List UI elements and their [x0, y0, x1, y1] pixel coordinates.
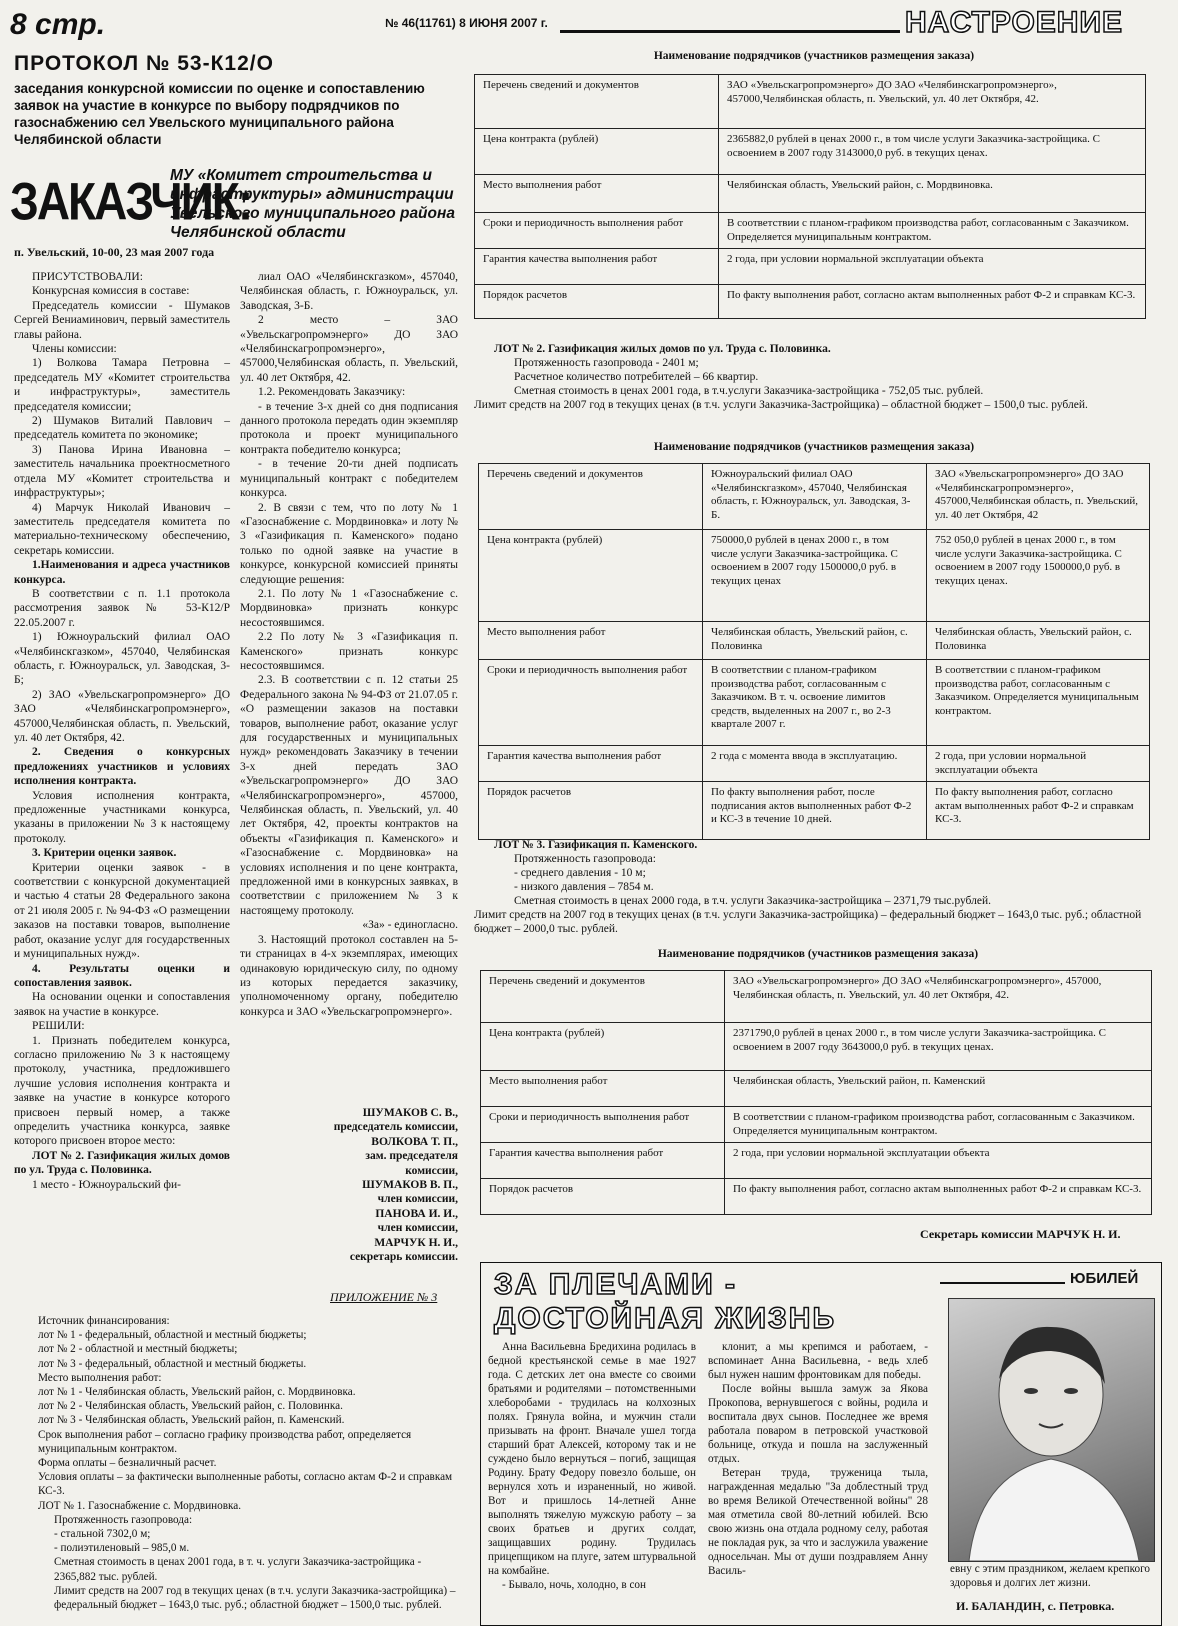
jubilee-paragraph: - Бывало, ночь, холодно, в сон — [502, 1579, 647, 1591]
jubilee-paragraph: После войны вышла замуж за Якова Прокопова, вернувшегося с войны, родила и воспитала двух сынов. Последнее же время работала поваром в петровской участковой больнице, откуда и пошла на заслуженный отдых. — [708, 1383, 928, 1465]
protocol-subtitle: заседания конкурсной комиссии по оценке и сопоставлению заявок на участие в конкурсе по выбору подрядчиков по газоснабжению сел Увельского муниципального района Челябинской области — [14, 81, 425, 147]
table-cell: В соответствии с планом-графиком производства работ, согласованным с Заказчиком. Определяется муниципальным контрактом. — [927, 660, 1150, 746]
protocol-column-1 — [14, 270, 230, 1192]
table-cell: ЗАО «Увельскагропромэнерго» ДО ЗАО «Челябинскагропромэнерго», 457000,Челябинская область, п. Увельский, ул. 40 лет Октября, 42 — [927, 464, 1150, 530]
table-row — [479, 622, 1150, 660]
appendix-details — [38, 1314, 458, 1612]
col1-paragraph: Конкурсная комиссия в составе: — [32, 285, 190, 298]
signature-line: председатель комиссии, — [333, 1121, 458, 1134]
table-row — [475, 249, 1146, 285]
table-row-label: Место выполнения работ — [475, 175, 719, 213]
table-cell: 2 года, при условии нормальной эксплуатации объекта — [725, 1143, 1152, 1179]
table-lot2 — [478, 463, 1150, 840]
col1-paragraph: 4) Марчук Николай Иванович – заместитель председателя комитета по материально-техническому обеспечению, секретарь комиссии. — [14, 501, 230, 557]
table-row-label: Место выполнения работ — [481, 1071, 725, 1107]
col1-paragraph: РЕШИЛИ: — [32, 1020, 85, 1033]
appendix-paragraph: Условия оплаты – за фактически выполненные работы, согласно актам Ф-2 и справкам КС-3. — [38, 1471, 453, 1498]
table-row — [479, 782, 1150, 840]
header-rule — [560, 30, 900, 33]
lot2-description — [474, 342, 1154, 412]
page-number: 8 стр. — [10, 8, 106, 41]
col2-paragraph: 2 место – ЗАО «Увельскагропромэнерго» ДО ЗАО «Челябинскагропромэнерго», 457000,Челябинская область, п. Увельский, ул. 40 лет Октября, 42. — [240, 314, 458, 384]
table-cell: По факту выполнения работ, после подписания актов выполненных работ Ф-2 и КС-3 в течение 10 дней. — [703, 782, 927, 840]
table-lot3 — [480, 970, 1152, 1215]
col1-paragraph: Члены комиссии: — [32, 343, 117, 356]
table-row — [475, 129, 1146, 175]
appendix-paragraph: Источник финансирования: — [38, 1315, 170, 1327]
col1-paragraph: ЛОТ № 2. Газификация жилых домов по ул. Труда с. Половинка. — [14, 1149, 230, 1177]
table-cell: 2365882,0 рублей в ценах 2000 г., в том числе услуги Заказчика-застройщика. С освоением в 2007 году 3143000,0 руб. в текущих ценах. — [719, 129, 1146, 175]
table-row — [481, 1107, 1152, 1143]
col1-paragraph: 2) ЗАО «Увельскагропромэнерго» ДО ЗАО «Челябинскагропромэнерго», 457000,Челябинская область, п. Увельский, ул. 40 лет Октября, 42. — [14, 688, 230, 744]
lot2-paragraph: Протяженность газопровода - 2401 м; — [514, 357, 699, 369]
signature-line: ПАНОВА И. И., — [375, 1207, 458, 1220]
issue-line: № 46(11761) 8 ИЮНЯ 2007 г. — [385, 16, 548, 30]
table2-caption: Наименование подрядчиков (участников размещения заказа) — [653, 441, 975, 453]
col1-paragraph: 2) Шумаков Виталий Павлович – председатель комитета по экономике; — [14, 415, 230, 442]
lot2-paragraph: Расчетное количество потребителей – 66 квартир. — [514, 371, 759, 383]
table-row — [481, 1143, 1152, 1179]
col1-paragraph: 4. Результаты оценки и сопоставления заявок. — [14, 962, 230, 989]
lot3-paragraph: ЛОТ № 3. Газификация п. Каменского. — [494, 839, 698, 851]
lot2-paragraph: Сметная стоимость в ценах 2001 года, в т.ч.услуги Заказчика-застройщика - 752,05 тыс. рублей. — [514, 385, 984, 397]
table-row-label: Сроки и периодичность выполнения работ — [481, 1107, 725, 1143]
lot3-paragraph: Сметная стоимость в ценах 2000 года, в т.ч. услуги Заказчика-застройщика – 2371,79 тыс.рублей. — [514, 895, 991, 907]
table-lot1 — [474, 74, 1146, 319]
lot2-paragraph: ЛОТ № 2. Газификация жилых домов по ул. Труда с. Половинка. — [494, 343, 831, 355]
table-row-label: Сроки и периодичность выполнения работ — [479, 660, 703, 746]
protocol-column-2 — [240, 270, 458, 1019]
appendix-paragraph: Место выполнения работ: — [38, 1371, 162, 1384]
col2-paragraph: - в течение 20-ти дней подписать муниципальный контракт с победителем конкурса. — [240, 458, 458, 500]
col2-paragraph: 1.2. Рекомендовать Заказчику: — [258, 386, 406, 399]
appendix-paragraph: лот № 3 - Челябинская область, Увельский район, п. Каменский. — [38, 1414, 345, 1427]
table-row — [475, 75, 1146, 129]
col2-paragraph: 3. Настоящий протокол составлен на 5-ти страницах в 4-х экземплярах, имеющих одинаковую юридическую силу, по одному из которых передается заказчику, уполномоченному органу, победителю конкурса и ЗАО «Увельскагропромэнерго». — [240, 933, 458, 1018]
table-row-label: Порядок расчетов — [479, 782, 703, 840]
col2-paragraph: 2. В связи с тем, что по лоту № 1 «Газоснабжение с. Мордвиновка» и лоту № 3 «Газификация п. Каменского» подано только по одной заявке на участие в конкурсе, конкурсной комиссией приняты следующие решения: — [240, 501, 458, 586]
signature-line: член комиссии, — [377, 1222, 458, 1235]
col2-paragraph: 2.1. По лоту № 1 «Газоснабжение с. Мордвиновка» признать конкурс несостоявшимся. — [240, 587, 458, 629]
lot3-description — [474, 838, 1154, 936]
signature-line: секретарь комиссии. — [349, 1251, 458, 1264]
table-row — [475, 175, 1146, 213]
table-cell: По факту выполнения работ, согласно актам выполненных работ Ф-2 и справкам КС-3. — [719, 285, 1146, 319]
table-cell: Челябинская область, Увельский район, с. Половинка — [927, 622, 1150, 660]
table-cell: Челябинская область, Увельский район, с. Мордвиновка. — [719, 175, 1146, 213]
col1-paragraph: 1. Признать победителем конкурса, согласно приложению № 3 к настоящему протоколу, участника, предложившего лучшие условия исполнения контракта и заявке на участие в конкурсе которого присвоен первый номер, а также определить участника конкурса, заявке которого присвоен второе место: — [14, 1034, 230, 1148]
jubilee-signature: И. БАЛАНДИН, с. Петровка. — [956, 1599, 1115, 1613]
table-row — [481, 1071, 1152, 1107]
table-row-label: Сроки и периодичность выполнения работ — [475, 213, 719, 249]
col1-paragraph: Председатель комиссии - Шумаков Сергей Вениаминович, первый заместитель главы района. — [14, 299, 230, 341]
table-cell: ЗАО «Увельскагропромэнерго» ДО ЗАО «Челябинскагропромэнерго», 457000, Челябинская область, п. Увельский, ул. 40 лет Октября, 42. — [725, 971, 1152, 1023]
table-row-label: Цена контракта (рублей) — [479, 530, 703, 622]
table-row — [479, 746, 1150, 782]
table-row-label: Гарантия качества выполнения работ — [475, 249, 719, 285]
portrait-illustration — [949, 1299, 1154, 1561]
jubilee-title-line2: ДОСТОЙНАЯ ЖИЗНЬ — [494, 1302, 837, 1335]
table-row — [481, 971, 1152, 1023]
table-cell: По факту выполнения работ, согласно актам выполненных работ Ф-2 и справкам КС-3. — [725, 1179, 1152, 1215]
jubilee-paragraph: Ветеран труда, труженица тыла, награжденная медалью "За доблестный труд во время Великой Отечественной войны" 28 мая отметила свой 80-летний юбилей. Всю свою жизнь она отдала родному селу, работая не покладая рук, за что и заслужила уважение односельчан. Мы от души поздравляем Анну Василь- — [708, 1467, 928, 1577]
lot3-paragraph: Лимит средств на 2007 год в текущих ценах (в т.ч. услуги Заказчика-застройщика) – федеральный бюджет – 1643,0 тыс. руб.; областной бюджет – 2000,0 тыс. рублей. — [474, 909, 1142, 935]
table1-caption: Наименование подрядчиков (участников размещения заказа) — [653, 50, 975, 62]
table-row-label: Место выполнения работ — [479, 622, 703, 660]
signature-line: МАРЧУК Н. И., — [374, 1236, 458, 1249]
section-title: НАСТРОЕНИЕ — [905, 6, 1124, 39]
portrait-photo — [948, 1298, 1155, 1562]
lot3-paragraph: - низкого давления – 7854 м. — [514, 881, 654, 893]
table-row-label: Перечень сведений и документов — [475, 75, 719, 129]
col2-paragraph: лиал ОАО «Челябинскгазком», 457040, Челябинская область, г. Южноуральск, ул. Заводская, 3-Б. — [240, 271, 458, 312]
jubilee-title-line1: ЗА ПЛЕЧАМИ - — [494, 1268, 738, 1301]
table-cell: 2 года, при условии нормальной эксплуатации объекта — [927, 746, 1150, 782]
appendix-paragraph: лот № 3 - федеральный, областной и местный бюджеты. — [38, 1357, 307, 1370]
col1-paragraph: 1 место - Южноуральский фи- — [32, 1178, 181, 1191]
col1-paragraph: ПРИСУТСТВОВАЛИ: — [32, 271, 143, 283]
table-row-label: Цена контракта (рублей) — [481, 1023, 725, 1071]
customer-name: МУ «Комитет строительства и инфраструктуры» администрации Увельского муниципального района Челябинской области — [170, 167, 455, 241]
appendix-paragraph: Сметная стоимость в ценах 2001 года, в т. ч. услуги Заказчика-застройщика - 2365,882 тыс. рублей. — [54, 1556, 422, 1583]
jubilee-column-2 — [708, 1340, 928, 1578]
table-cell: Южноуральский филиал ОАО «Челябинскгазком», 457040, Челябинская область, г. Южноуральск, ул. Заводская, 3-Б. — [703, 464, 927, 530]
signature-line: комиссии, — [405, 1164, 458, 1177]
protocol-place-date: п. Увельский, 10-00, 23 мая 2007 года — [14, 245, 215, 259]
col2-paragraph: «За» - единогласно. — [362, 919, 458, 932]
col1-paragraph: Условия исполнения контракта, предложенные участниками конкурса, указаны в приложении № 3 к настоящему протоколу. — [14, 789, 230, 845]
table-cell: 2371790,0 рублей в ценах 2000 г., в том числе услуги Заказчика-застройщика. С освоением в 2007 году 3643000,0 руб. в текущих ценах. — [725, 1023, 1152, 1071]
appendix-paragraph: - полиэтиленовый – 985,0 м. — [54, 1542, 190, 1555]
signatures-block — [240, 1106, 458, 1264]
customer-label: ЗАКАЗЧИК: — [10, 171, 252, 231]
signature-line: член комиссии, — [377, 1193, 458, 1206]
appendix-paragraph: Срок выполнения работ – согласно графику производства работ, определяется муниципальным контрактом. — [38, 1428, 412, 1455]
appendix-paragraph: лот № 1 - федеральный, областной и местный бюджеты; — [38, 1329, 307, 1342]
table-row-label: Гарантия качества выполнения работ — [481, 1143, 725, 1179]
table-cell: 2 года с момента ввода в эксплуатацию. — [703, 746, 927, 782]
col1-paragraph: 3) Панова Ирина Ивановна – заместитель начальника проектносметного отдела МУ «Комитет строительства и инфраструктуры»; — [14, 443, 230, 500]
lot3-paragraph: Протяженность газопровода: — [514, 853, 656, 865]
protocol-title: ПРОТОКОЛ № 53-К12/О — [14, 52, 274, 75]
table3-caption: Наименование подрядчиков (участников размещения заказа) — [657, 948, 979, 960]
col1-paragraph: 2. Сведения о конкурсных предложениях участников и условиях исполнения контракта. — [14, 746, 230, 788]
signature-line: зам. председателя — [365, 1150, 458, 1163]
col1-paragraph: В соответствии с п. 1.1 протокола рассмотрения заявок № 53-К12/Р 22.05.2007 г. — [14, 587, 230, 629]
appendix-paragraph: лот № 2 - областной и местный бюджеты; — [38, 1343, 238, 1356]
appendix-paragraph: Протяженность газопровода: — [54, 1513, 193, 1526]
secretary-signature: Секретарь комиссии МАРЧУК Н. И. — [920, 1227, 1121, 1241]
jubilee-column-1 — [488, 1340, 696, 1592]
signature-line: ШУМАКОВ В. П., — [362, 1179, 458, 1192]
table-cell: В соответствии с планом-графиком производства работ, согласованным с Заказчиком. В т. ч. освоение лимитов средств, выделенных на 2007 г., во 2-3 квартале 2007 г. — [703, 660, 927, 746]
table-row-label: Порядок расчетов — [475, 285, 719, 319]
table-cell: 2 года, при условии нормальной эксплуатации объекта — [719, 249, 1146, 285]
col1-paragraph: Критерии оценки заявок - в соответствии с конкурсной документацией и частью 4 статьи 28 Федерального закона от 21 июля 2005 г. № 94-ФЗ «О размещении заказов на поставки товаров, выполнение работ, оказание услуг для государственных и муниципальных нужд». — [14, 861, 230, 961]
jubilee-paragraph: клонит, а мы крепимся и работаем, - вспоминает Анна Васильевна, - ведь хлеб был нужен нашим фронтовикам для победы. — [708, 1341, 928, 1381]
table-cell: 750000,0 рублей в ценах 2000 г., в том числе услуги Заказчика-застройщика. С освоением в 2007 году 1500000,0 руб. в текущих ценах — [703, 530, 927, 622]
table-row — [479, 530, 1150, 622]
table-row — [475, 285, 1146, 319]
jubilee-title — [494, 1268, 836, 1336]
table-row-label: Порядок расчетов — [481, 1179, 725, 1215]
lot2-paragraph: Лимит средств на 2007 год в текущих ценах (в т.ч. услуги Заказчика-Застройщика) – областной бюджет – 1500,0 тыс. рублей. — [474, 399, 1088, 411]
jubilee-paragraph: Анна Васильевна Бредихина родилась в бедной крестьянской семье в мае 1927 года. С детских лет она вместе со своими братьями и родителями – потомственными хлеборобами - трудилась на колхозных полях. Грянула война, и мужчин стали призывать на фронт. Вначале ушел тогда старший брат Алексей, которому так и не суждено было вернуться – погиб, защищая Родину. Брату Федору повезло больше, он вернулся хоть и израненный, но живой. Вот и пришлось 14-летней Анне выполнять тяжелую мужскую работу – за своих братьев и других солдат, защищавших родину. Трудилась прицепщиком на плуге, затем штурвальной на комбайне. — [488, 1341, 696, 1577]
signature-line: ШУМАКОВ С. В., — [362, 1107, 458, 1119]
table-row-label: Цена контракта (рублей) — [475, 129, 719, 175]
table-cell: ЗАО «Увельскагропромэнерго» ДО ЗАО «Челябинскагропромэнерго», 457000,Челябинская область, п. Увельский, ул. 40 лет Октября, 42. — [719, 75, 1146, 129]
table-cell: По факту выполнения работ, согласно актам выполненных работ Ф-2 и справкам КС-3. — [927, 782, 1150, 840]
lot3-paragraph: - среднего давления - 10 м; — [514, 867, 646, 879]
col2-paragraph: - в течение 3-х дней со дня подписания данного протокола передать один экземпляр протокола и проект муниципального контракта победителю конкурса; — [240, 400, 458, 456]
table-cell: 752 050,0 рублей в ценах 2000 г., в том числе услуги Заказчика-застройщика. С освоением в 2007 году 1500000,0 руб. в текущих ценах. — [927, 530, 1150, 622]
col1-paragraph: 1.Наименования и адреса участников конкурса. — [14, 559, 230, 586]
table-row — [475, 213, 1146, 249]
col1-paragraph: 1) Волкова Тамара Петровна – председатель МУ «Комитет строительства и инфраструктуры», заместитель председателя комиссии; — [14, 357, 230, 413]
table-row-label: Гарантия качества выполнения работ — [479, 746, 703, 782]
col1-paragraph: На основании оценки и сопоставления заявок на участие в конкурсе. — [14, 991, 230, 1018]
table-row — [479, 660, 1150, 746]
jubilee-tag-rule — [940, 1282, 1065, 1284]
col2-paragraph: 2.2 По лоту № 3 «Газификация п. Каменского» признать конкурс несостоявшимся. — [240, 631, 458, 672]
table-cell: Челябинская область, Увельский район, с. Половинка — [703, 622, 927, 660]
table-row — [479, 464, 1150, 530]
table-row-label: Перечень сведений и документов — [481, 971, 725, 1023]
table-cell: Челябинская область, Увельский район, п. Каменский — [725, 1071, 1152, 1107]
appendix-paragraph: лот № 2 - Челябинская область, Увельский район, с. Половинка. — [38, 1400, 343, 1413]
col1-paragraph: 3. Критерии оценки заявок. — [32, 847, 177, 860]
jubilee-column-3: евну с этим праздником, желаем крепкого здоровья и долгих лет жизни. — [950, 1563, 1150, 1589]
appendix-paragraph: Форма оплаты – безналичный расчет. — [38, 1457, 217, 1470]
table-row — [481, 1023, 1152, 1071]
table-row — [481, 1179, 1152, 1215]
appendix-paragraph: ЛОТ № 1. Газоснабжение с. Мордвиновка. — [38, 1499, 242, 1512]
appendix-paragraph: - стальной 7302,0 м; — [54, 1528, 151, 1541]
table-cell: В соответствии с планом-графиком производства работ, согласованным с Заказчиком. Определяется муниципальным контрактом. — [725, 1107, 1152, 1143]
table-cell: В соответствии с планом-графиком производства работ, согласованным с Заказчиком. Определяется муниципальным контрактом. — [719, 213, 1146, 249]
appendix-paragraph: Лимит средств на 2007 год в текущих ценах (в т.ч. услуги Заказчика-застройщика) – федеральный бюджет – 1643,0 тыс. руб.; областной бюджет – 1500,0 тыс. рублей. — [54, 1584, 456, 1612]
appendix-paragraph: лот № 1 - Челябинская область, Увельский район, с. Мордвиновка. — [38, 1386, 356, 1399]
table-row-label: Перечень сведений и документов — [479, 464, 703, 530]
col1-paragraph: 1) Южноуральский филиал ОАО «Челябинскгазком», 457040, Челябинская область, г. Южноуральск, ул. Заводская, 3-Б; — [14, 631, 230, 687]
signature-line: ВОЛКОВА Т. П., — [371, 1135, 458, 1148]
jubilee-tag: ЮБИЛЕЙ — [1070, 1270, 1139, 1287]
col2-paragraph: 2.3. В соответствии с п. 12 статьи 25 Федерального закона № 94-ФЗ от 21.07.05 г. «О размещении заказов на поставки товаров, выполнение работ, оказание услуг для государственных и муниципальных нужд» рекомендовать Заказчику в течении 3-х дней передать ЗАО «Увельскагропромэнерго» ДО ЗАО «Челябинскагропромэнерго», 457000, Челябинская область, п. Увельский, ул. 40 лет Октября, 42, проекты контрактов на объекты «Газификация п. Каменского» и «Газоснабжение с. Мордвиновка» на условиях исполнения и по цене контракта, предложенной ими в конкурсных заявках, в соответствии с приложением № 3 к настоящему протоколу. — [240, 674, 458, 917]
appendix-label: ПРИЛОЖЕНИЕ № 3 — [330, 1290, 438, 1304]
